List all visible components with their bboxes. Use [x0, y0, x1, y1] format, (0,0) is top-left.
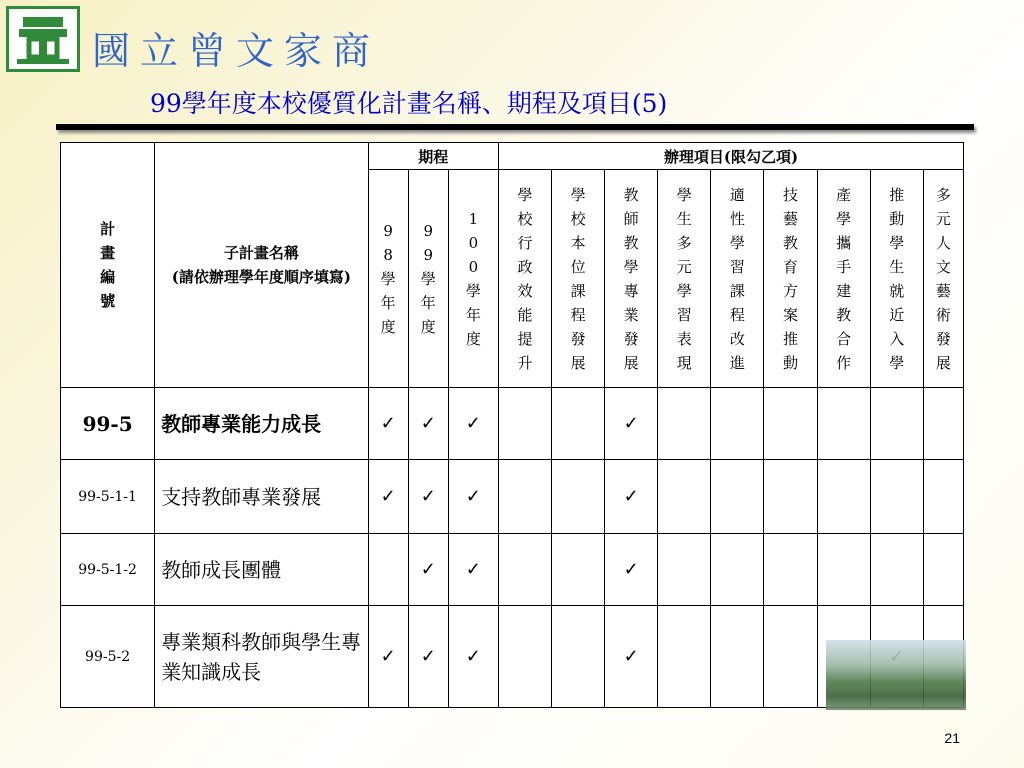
item-header-label: 產學攜手建教合作	[836, 185, 852, 372]
title-divider	[56, 124, 974, 130]
checkmark-icon: ✓	[465, 413, 481, 434]
subplan-header	[155, 143, 368, 388]
item-check-cell	[923, 460, 963, 534]
checkmark-icon: ✓	[465, 646, 481, 667]
school-logo	[6, 6, 80, 72]
item-check-cell	[817, 388, 870, 460]
school-name: 國立曾文家商	[92, 29, 381, 73]
school-emblem-icon	[9, 9, 77, 69]
subplan-name-cell: 專業類科教師與學生專業知識成長	[155, 606, 368, 708]
item-check-cell	[498, 460, 551, 534]
item-check-cell	[764, 460, 817, 534]
period-check-cell	[448, 388, 498, 460]
subplan-name-cell: 支持教師專業發展	[155, 460, 368, 534]
period-year-header	[448, 170, 498, 388]
checkmark-icon: ✓	[623, 646, 639, 667]
item-check-cell	[711, 388, 764, 460]
campus-photo	[826, 640, 966, 710]
table-row	[61, 534, 964, 606]
item-check-cell	[658, 606, 711, 708]
item-check-cell	[605, 606, 658, 708]
item-check-cell	[605, 534, 658, 606]
item-header-label: 適性學習課程改進	[729, 185, 745, 372]
item-header-label: 多元人文藝術發展	[935, 185, 951, 372]
item-check-cell	[711, 460, 764, 534]
item-check-cell	[552, 606, 605, 708]
period-check-cell	[408, 606, 448, 708]
period-year-header	[408, 170, 448, 388]
period-check-cell	[408, 460, 448, 534]
item-header-label: 學生多元學習表現	[676, 185, 692, 372]
item-check-cell	[605, 388, 658, 460]
item-check-cell	[870, 534, 923, 606]
plan-id-cell: 99-5-2	[61, 606, 155, 708]
plan-id-cell: 99-5-1-1	[61, 460, 155, 534]
subplan-name-cell: 教師成長團體	[155, 534, 368, 606]
item-header	[605, 170, 658, 388]
checkmark-icon: ✓	[465, 486, 481, 507]
period-check-cell	[448, 606, 498, 708]
item-check-cell	[552, 534, 605, 606]
item-check-cell	[711, 534, 764, 606]
period-check-cell	[368, 388, 408, 460]
checkmark-icon: ✓	[623, 413, 639, 434]
item-check-cell	[764, 534, 817, 606]
plan-id-header	[61, 143, 155, 388]
checkmark-icon: ✓	[420, 646, 436, 667]
subplan-name-cell: 教師專業能力成長	[155, 388, 368, 460]
checkmark-icon: ✓	[420, 486, 436, 507]
item-check-cell	[817, 460, 870, 534]
period-year-header	[368, 170, 408, 388]
period-check-cell	[408, 534, 448, 606]
item-check-cell	[658, 388, 711, 460]
period-check-cell	[448, 460, 498, 534]
item-check-cell	[711, 606, 764, 708]
item-check-cell	[870, 388, 923, 460]
item-header-label: 學校本位課程發展	[570, 185, 586, 372]
item-check-cell	[552, 460, 605, 534]
item-header	[870, 170, 923, 388]
period-check-cell	[368, 460, 408, 534]
item-check-cell	[764, 606, 817, 708]
checkmark-icon: ✓	[420, 413, 436, 434]
item-check-cell	[817, 534, 870, 606]
period-year-header-label: 100學年度	[465, 209, 481, 348]
item-check-cell	[870, 460, 923, 534]
period-check-cell	[448, 534, 498, 606]
subplan-header-note: (請依辦理學年度順序填寫)	[171, 268, 351, 286]
checkmark-icon: ✓	[380, 413, 396, 434]
item-header	[817, 170, 870, 388]
subplan-header-label: 子計畫名稱	[223, 244, 299, 262]
period-check-cell	[408, 388, 448, 460]
item-header	[711, 170, 764, 388]
item-check-cell	[764, 388, 817, 460]
item-check-cell	[658, 460, 711, 534]
items-group-header: 辦理項目(限勾乙項)	[498, 143, 963, 170]
plan-id-cell: 99-5-1-2	[61, 534, 155, 606]
item-header	[658, 170, 711, 388]
slide-title: 99學年度本校優質化計畫名稱、期程及項目(5)	[150, 89, 668, 118]
item-header-label: 教師教學專業發展	[623, 185, 639, 372]
period-check-cell	[368, 606, 408, 708]
item-check-cell	[552, 388, 605, 460]
checkmark-icon: ✓	[380, 646, 396, 667]
item-check-cell	[605, 460, 658, 534]
item-header	[764, 170, 817, 388]
checkmark-icon: ✓	[465, 559, 481, 580]
item-header-label: 技藝教育方案推動	[783, 185, 799, 372]
period-year-header-label: 98學年度	[380, 221, 396, 336]
plan-table	[60, 142, 964, 708]
item-check-cell	[498, 606, 551, 708]
period-group-header: 期程	[368, 143, 498, 170]
item-check-cell	[498, 534, 551, 606]
item-header-label: 學校行政效能提升	[517, 185, 533, 372]
item-header-label: 推動學生就近入學	[889, 185, 905, 372]
item-check-cell	[923, 388, 963, 460]
checkmark-icon: ✓	[380, 486, 396, 507]
item-check-cell	[923, 534, 963, 606]
period-year-header-label: 99學年度	[420, 221, 436, 336]
item-header	[923, 170, 963, 388]
item-check-cell	[498, 388, 551, 460]
checkmark-icon: ✓	[623, 486, 639, 507]
plan-id-header-label: 計畫編號	[100, 220, 116, 310]
table-row	[61, 388, 964, 460]
item-check-cell	[658, 534, 711, 606]
period-check-cell	[368, 534, 408, 606]
item-header	[552, 170, 605, 388]
plan-id-cell: 99-5	[61, 388, 155, 460]
page-number: 21	[944, 730, 960, 746]
checkmark-icon: ✓	[420, 559, 436, 580]
checkmark-icon: ✓	[623, 559, 639, 580]
table-row	[61, 460, 964, 534]
item-header	[498, 170, 551, 388]
